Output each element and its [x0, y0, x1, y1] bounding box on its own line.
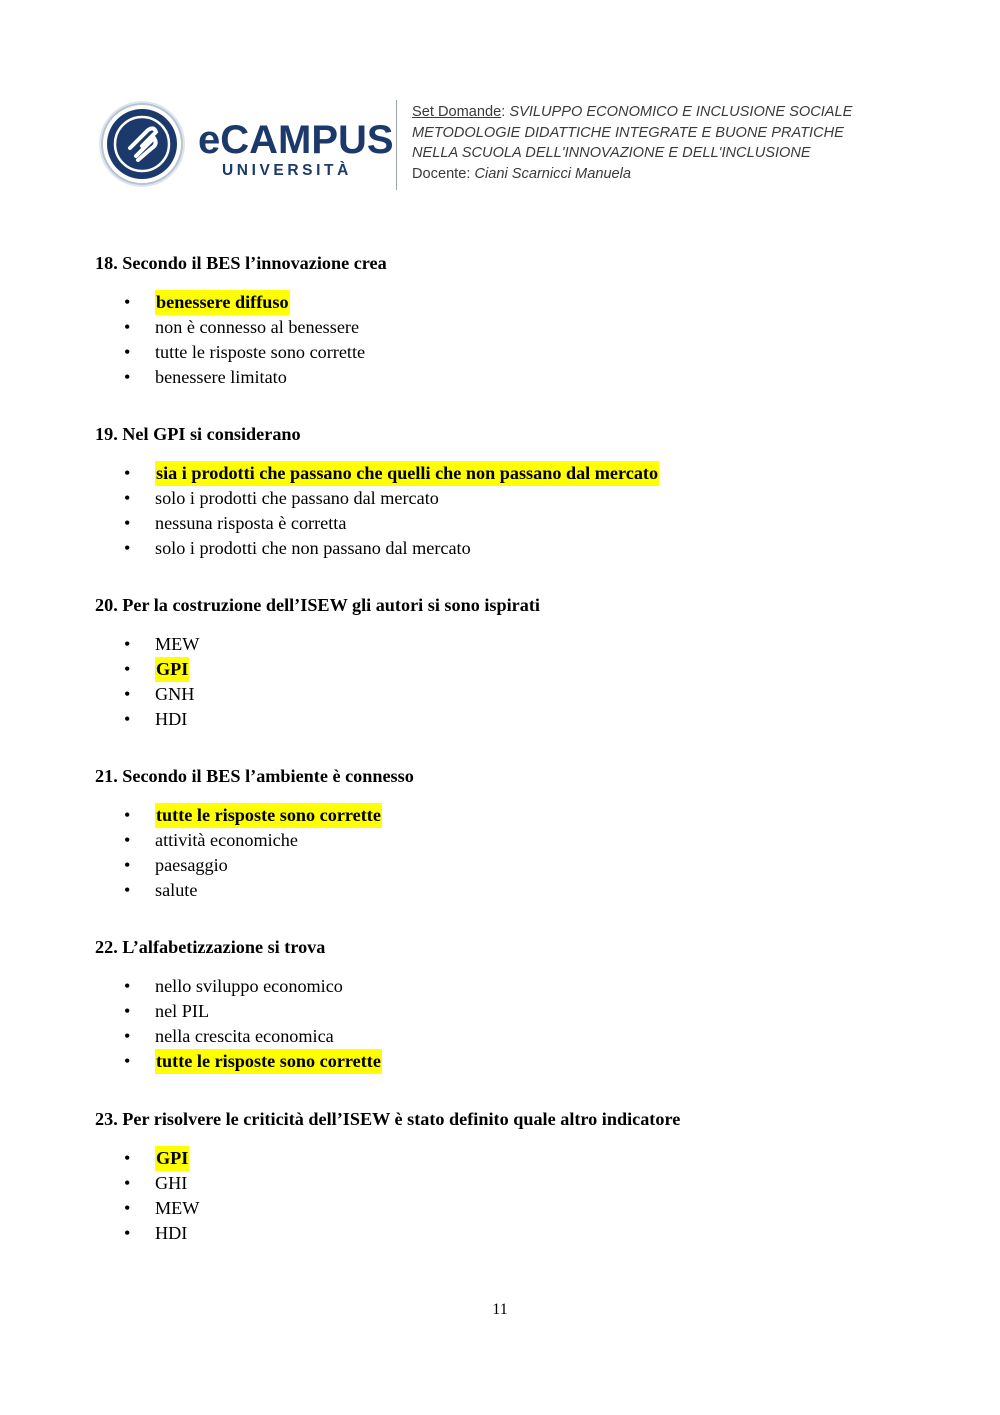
answer-text: sia i prodotti che passano che quelli che non passano dal mercato — [155, 461, 659, 486]
bullet-icon: • — [124, 805, 131, 825]
bullet-icon: • — [124, 1001, 131, 1021]
question-block — [95, 594, 540, 729]
bullet-icon: • — [124, 830, 131, 850]
answer-text: benessere limitato — [155, 367, 287, 387]
bullet-icon: • — [124, 1173, 131, 1193]
bullet-icon: • — [124, 292, 131, 312]
bullet-icon: • — [124, 659, 131, 679]
brand-logo — [198, 118, 394, 180]
answer-text: solo i prodotti che non passano dal mercato — [155, 538, 471, 558]
question-block — [95, 1108, 681, 1243]
answer-text: tutte le risposte sono corrette — [155, 342, 366, 362]
university-seal-logo — [98, 100, 186, 188]
bullet-icon: • — [124, 855, 131, 875]
bullet-icon: • — [124, 1051, 131, 1071]
question-title: 23. Per risolvere le criticità dell’ISEW è stato definito quale altro indicatore — [95, 1109, 681, 1129]
answer-text: solo i prodotti che passano dal mercato — [155, 488, 439, 508]
answer-text: nella crescita economica — [155, 1026, 334, 1046]
question-block — [95, 252, 387, 387]
bullet-icon: • — [124, 463, 131, 483]
course-line-2: METODOLOGIE DIDATTICHE INTEGRATE E BUONE PRATICHE — [412, 124, 844, 141]
brand-subtitle: UNIVERSITÀ — [222, 162, 352, 179]
question-title: 19. Nel GPI si considerano — [95, 424, 301, 444]
bullet-icon: • — [124, 317, 131, 337]
bullet-icon: • — [124, 684, 131, 704]
answer-text: benessere diffuso — [155, 290, 290, 315]
answer-text: GPI — [155, 657, 189, 682]
bullet-icon: • — [124, 880, 131, 900]
answer-text: non è connesso al benessere — [155, 317, 360, 337]
answer-text: paesaggio — [155, 855, 228, 875]
bullet-icon: • — [124, 976, 131, 996]
course-name: SVILUPPO ECONOMICO E INCLUSIONE SOCIALE — [509, 104, 853, 120]
bullet-icon: • — [124, 538, 131, 558]
course-title-line: Set Domande: SVILUPPO ECONOMICO E INCLUSIONE SOCIALE — [412, 104, 853, 120]
page-header — [98, 96, 898, 196]
question-title: 18. Secondo il BES l’innovazione crea — [95, 253, 387, 273]
bullet-icon: • — [124, 709, 131, 729]
question-block — [95, 936, 381, 1071]
question-title: 20. Per la costruzione dell’ISEW gli autori si sono ispirati — [95, 595, 540, 615]
answer-text: nel PIL — [155, 1001, 210, 1021]
answer-text: salute — [155, 880, 198, 900]
page-number: 11 — [492, 1301, 508, 1318]
answer-text: MEW — [155, 634, 200, 654]
question-title: 22. L’alfabetizzazione si trova — [95, 937, 326, 957]
bullet-icon: • — [124, 1026, 131, 1046]
bullet-icon: • — [124, 342, 131, 362]
course-info — [412, 102, 852, 184]
answer-text: MEW — [155, 1198, 200, 1218]
answer-text: HDI — [155, 709, 188, 729]
answer-text: attività economiche — [155, 830, 298, 850]
set-label: Set Domande — [412, 104, 502, 120]
brand-name: eCAMPUS — [198, 118, 394, 162]
answer-text: tutte le risposte sono corrette — [155, 803, 382, 828]
bullet-icon: • — [124, 488, 131, 508]
bullet-icon: • — [124, 367, 131, 387]
header-divider — [396, 100, 397, 190]
bullet-icon: • — [124, 1198, 131, 1218]
bullet-icon: • — [124, 1148, 131, 1168]
answer-text: GNH — [155, 684, 195, 704]
answer-text: GPI — [155, 1146, 189, 1171]
bullet-icon: • — [124, 513, 131, 533]
teacher-label: Docente: — [412, 165, 471, 182]
teacher-line — [412, 164, 852, 185]
course-line-3: NELLA SCUOLA DELL'INNOVAZIONE E DELL'INCLUSIONE — [412, 145, 811, 161]
answer-text: nessuna risposta è corretta — [155, 513, 347, 533]
question-block — [95, 423, 659, 558]
answer-text: tutte le risposte sono corrette — [155, 1049, 382, 1074]
bullet-icon: • — [124, 1223, 131, 1243]
teacher-name: Ciani Scarnicci Manuela — [474, 165, 632, 182]
question-block — [95, 765, 414, 900]
bullet-icon: • — [124, 634, 131, 654]
answer-text: HDI — [155, 1223, 188, 1243]
answer-text: GHI — [155, 1173, 188, 1193]
answer-text: nello sviluppo economico — [155, 976, 343, 996]
question-title: 21. Secondo il BES l’ambiente è connesso — [95, 766, 414, 786]
